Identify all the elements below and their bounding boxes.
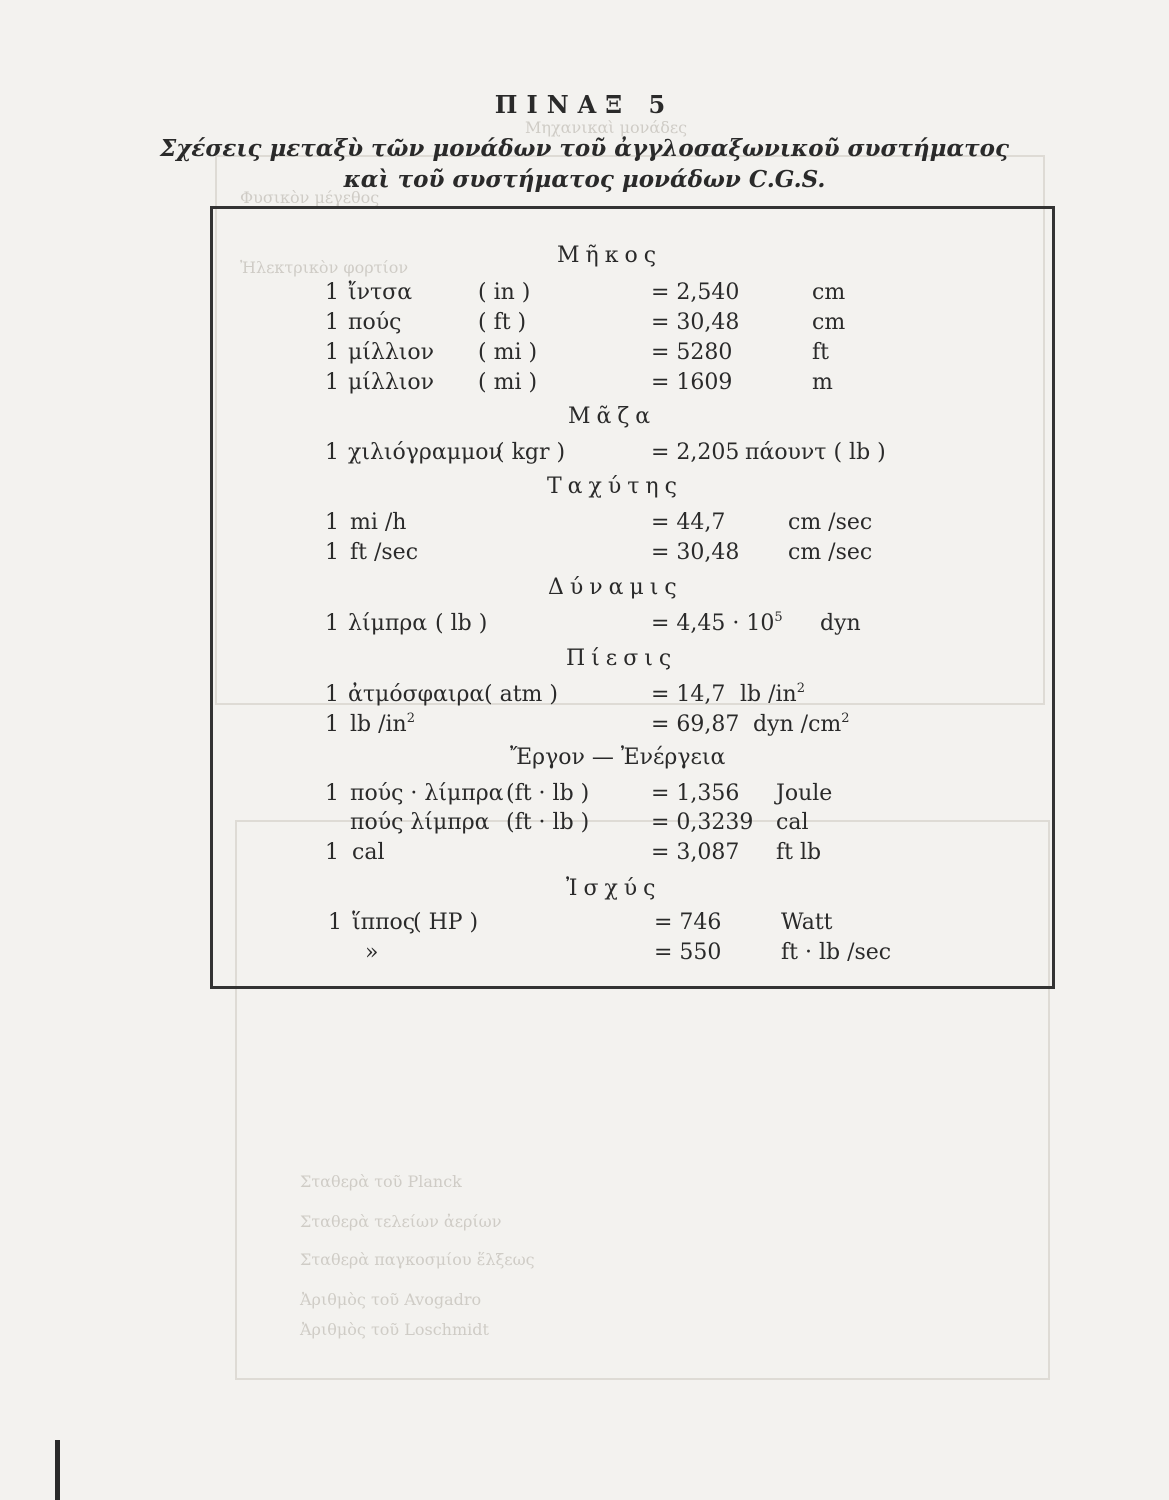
- showthrough-text: Ἠλεκτρικὸν φορτίον: [240, 258, 409, 277]
- row-value: = 1609: [651, 370, 733, 395]
- row-value-exponent: 5: [774, 610, 783, 625]
- row-unit: ( mi ): [478, 370, 538, 395]
- row-target: cal: [776, 810, 809, 835]
- row-value: = 5280: [651, 340, 733, 365]
- row-name-exponent: 2: [406, 711, 416, 726]
- row-target: πάουντ ( lb ): [745, 440, 886, 465]
- section-pressure: Πίεσις: [566, 646, 678, 671]
- row-num: 1: [325, 440, 339, 465]
- row-target: ft: [812, 340, 829, 365]
- row-name: χιλιόγραμμον: [348, 440, 502, 465]
- showthrough-text: Ἀριθμὸς τοῦ Loschmidt: [300, 1320, 489, 1339]
- row-unit: ( in ): [478, 280, 531, 305]
- row-value: = 14,7: [651, 682, 726, 707]
- row-target-base: lb /in: [740, 682, 797, 707]
- row-name: mi /h: [350, 510, 407, 535]
- row-target: Joule: [776, 781, 833, 806]
- row-name: [350, 712, 415, 741]
- row-unit: (ft · lb ): [506, 810, 590, 835]
- row-target-exponent: 2: [796, 681, 806, 696]
- section-velocity: Ταχύτης: [547, 474, 683, 499]
- row-value: = 30,48: [651, 540, 740, 565]
- section-force: Δύναμις: [548, 575, 683, 600]
- row-value: = 2,540: [651, 280, 740, 305]
- row-value: = 69,87: [651, 712, 740, 737]
- row-name: ft /sec: [350, 540, 419, 565]
- row-target: Watt: [781, 910, 833, 935]
- section-mass: Μᾶζα: [568, 404, 657, 429]
- row-target: [740, 682, 805, 711]
- row-num: 1: [325, 340, 339, 365]
- row-target: cm /sec: [788, 510, 873, 535]
- row-value: = 746: [654, 910, 722, 935]
- row-value: = 3,087: [651, 840, 740, 865]
- row-unit: ( ft ): [478, 310, 527, 335]
- row-name: λίμπρα: [348, 611, 428, 636]
- row-num: 1: [325, 510, 339, 535]
- row-value: = 550: [654, 940, 722, 965]
- row-num: 1: [325, 540, 339, 565]
- showthrough-text: Μηχανικαὶ μονάδες: [525, 118, 688, 137]
- row-name: πούς λίμπρα: [350, 810, 490, 835]
- row-target-exponent: 2: [841, 711, 850, 726]
- row-target: ft lb: [776, 840, 822, 865]
- showthrough-text: Σταθερὰ τελείων ἀερίων: [300, 1212, 502, 1231]
- row-num: 1: [325, 310, 339, 335]
- row-num: 1: [325, 781, 339, 806]
- row-unit: (ft · lb ): [506, 781, 590, 806]
- row-name: »: [365, 940, 379, 965]
- row-name-base: lb /in: [350, 712, 407, 737]
- row-target: cm: [812, 280, 846, 305]
- section-work-energy: Ἔργον — Ἐνέργεια: [510, 745, 726, 770]
- showthrough-text: Σταθερὰ παγκοσμίου ἕλξεως: [300, 1250, 535, 1269]
- row-value: = 0,3239: [651, 810, 754, 835]
- row-unit: ( atm ): [484, 682, 558, 707]
- page-subtitle-line2: καὶ τοῦ συστήματος μονάδων C.G.S.: [343, 166, 826, 193]
- section-length: Μῆκος: [557, 243, 663, 268]
- row-target: [753, 712, 850, 741]
- row-target: ft · lb /sec: [781, 940, 892, 965]
- row-name: πούς: [348, 310, 402, 335]
- row-name: ἵππος: [352, 910, 416, 935]
- row-unit: ( HP ): [413, 910, 479, 935]
- row-name: ἴντσα: [348, 280, 413, 305]
- showthrough-text: Σταθερὰ τοῦ Planck: [300, 1172, 462, 1191]
- row-value: = 30,48: [651, 310, 740, 335]
- showthrough-text: Φυσικὸν μέγεθος: [240, 188, 380, 207]
- row-name: cal: [352, 840, 385, 865]
- row-unit: ( mi ): [478, 340, 538, 365]
- row-value-base: = 4,45 · 10: [651, 611, 775, 636]
- row-value: [651, 611, 783, 640]
- row-num: 1: [325, 370, 339, 395]
- showthrough-text: Ἀριθμὸς τοῦ Avogadro: [300, 1290, 482, 1309]
- row-name: ἀτμόσφαιρα: [348, 682, 485, 707]
- row-target: m: [812, 370, 833, 395]
- row-value: = 2,205: [651, 440, 740, 465]
- page-subtitle-line1: Σχέσεις μεταξὺ τῶν μονάδων τοῦ ἀγγλοσαξωνικοῦ συστήματος: [160, 135, 1009, 162]
- row-target-base: dyn /cm: [753, 712, 842, 737]
- row-num: 1: [328, 910, 342, 935]
- row-value: = 1,356: [651, 781, 740, 806]
- row-value: = 44,7: [651, 510, 726, 535]
- row-unit: ( lb ): [435, 611, 488, 636]
- row-num: 1: [325, 840, 339, 865]
- row-target: cm /sec: [788, 540, 873, 565]
- row-num: 1: [325, 280, 339, 305]
- row-target: dyn: [820, 611, 861, 636]
- scan-edge-mark: [55, 1440, 60, 1500]
- row-num: 1: [325, 712, 339, 737]
- row-unit: ( kgr ): [496, 440, 566, 465]
- section-power: Ἰσχύς: [566, 876, 662, 901]
- row-target: cm: [812, 310, 846, 335]
- row-num: 1: [325, 682, 339, 707]
- row-name: μίλλιον: [348, 340, 435, 365]
- page-title: ΠΙΝΑΞ 5: [494, 90, 675, 119]
- row-name: πούς · λίμπρα: [350, 781, 504, 806]
- row-name: μίλλιον: [348, 370, 435, 395]
- row-num: 1: [325, 611, 339, 636]
